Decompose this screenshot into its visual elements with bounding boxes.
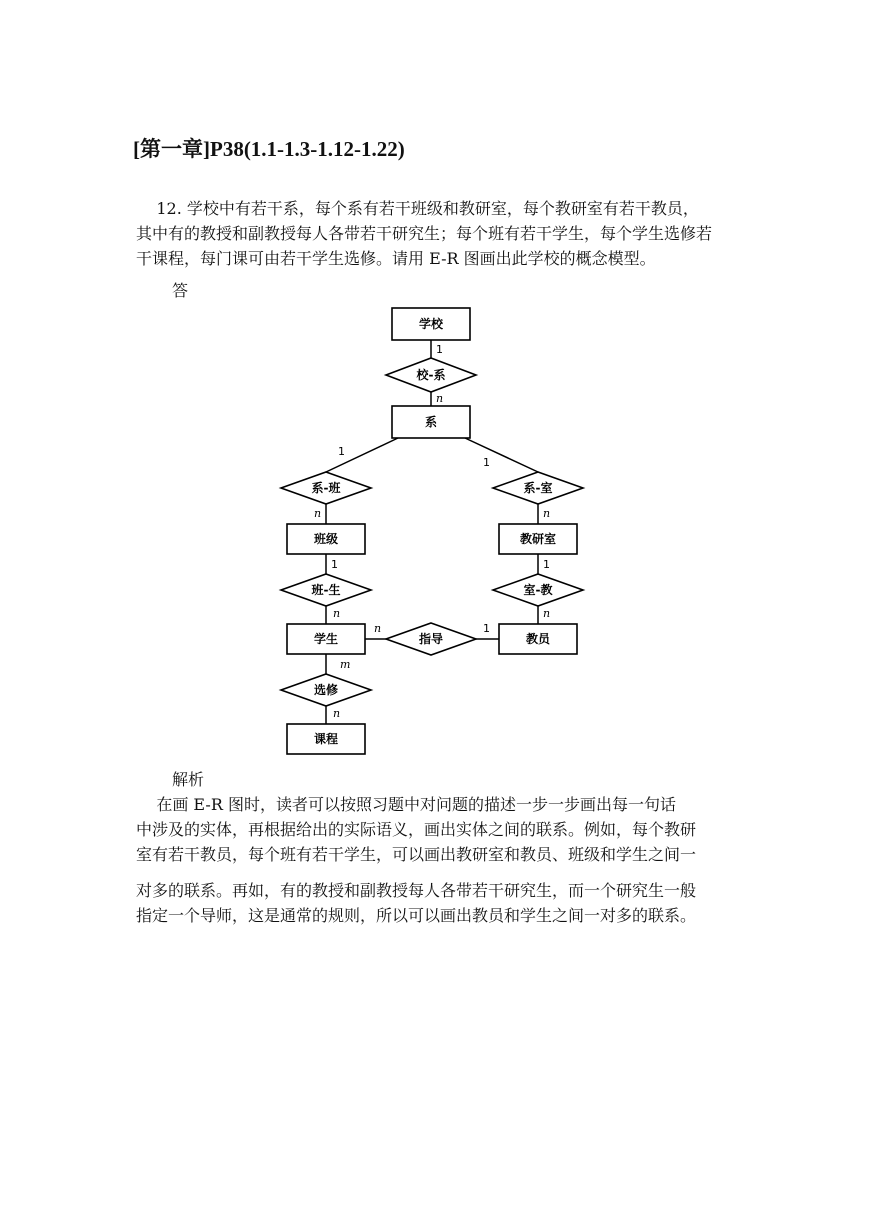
card-dept-class-1: 1 (338, 445, 345, 458)
er-diagram (270, 300, 600, 760)
card-teacher-advise-1: 1 (483, 622, 490, 635)
rel-dept-office-label: 系-室 (523, 481, 553, 495)
rel-advise-label: 指导 (418, 632, 444, 646)
edge-dept-deptclass (326, 438, 398, 472)
card-class-n: n (314, 507, 322, 520)
card-course-n: n (333, 707, 341, 720)
analysis-title: 解析 (172, 770, 205, 789)
question-line: 干课程，每门课可由若干学生选修。请用 E-R 图画出此学校的概念模型。 (136, 249, 656, 268)
card-school-1: 1 (436, 343, 443, 356)
question-paragraph (136, 196, 736, 271)
entity-teacher-label: 教员 (525, 632, 551, 646)
entity-office-label: 教研室 (519, 532, 557, 546)
analysis-line: 指定一个导师，这是通常的规则，所以可以画出教员和学生之间一对多的联系。 (136, 906, 697, 925)
question-line: 其中有的教授和副教授每人各带若干研究生；每个班有若干学生，每个学生选修若 (136, 224, 713, 243)
rel-school-dept-label: 校-系 (416, 368, 446, 382)
analysis-paragraph (136, 792, 756, 867)
entity-course-label: 课程 (313, 732, 339, 746)
entity-department-label: 系 (424, 415, 438, 429)
card-office-teacher-1: 1 (543, 558, 550, 571)
analysis-line: 中涉及的实体，再根据给出的实际语义，画出实体之间的联系。例如，每个教研 (136, 820, 697, 839)
rel-office-teacher-label: 室-教 (523, 583, 553, 597)
entity-school-label: 学校 (418, 317, 444, 331)
rel-elective-label: 选修 (313, 683, 339, 697)
card-student-n: n (333, 607, 341, 620)
card-dept-office-1: 1 (483, 456, 490, 469)
card-student-course-m: m (340, 658, 351, 671)
entity-student-label: 学生 (313, 632, 339, 646)
answer-label: 答 (172, 281, 189, 300)
question-line: 12. 学校中有若干系，每个系有若干班级和教研室，每个教研室有若干教员， (136, 199, 699, 218)
card-class-student-1: 1 (331, 558, 338, 571)
rel-class-student-label: 班-生 (311, 583, 341, 597)
rel-dept-class-label: 系-班 (311, 481, 341, 495)
card-office-n: n (543, 507, 551, 520)
card-dept-n: n (436, 392, 444, 405)
card-student-advise-n: n (374, 622, 382, 635)
analysis-paragraph-continued (136, 878, 756, 928)
card-teacher-n: n (543, 607, 551, 620)
entity-class-label: 班级 (313, 532, 339, 546)
analysis-line: 在画 E-R 图时，读者可以按照习题中对问题的描述一步一步画出每一句话 (136, 795, 676, 814)
analysis-line: 对多的联系。再如，有的教授和副教授每人各带若干研究生，而一个研究生一般 (136, 881, 697, 900)
chapter-heading: [第一章]P38(1.1-1.3-1.12-1.22) (133, 137, 405, 161)
edge-dept-deptoffice (465, 438, 538, 472)
analysis-line: 室有若干教员，每个班有若干学生，可以画出教研室和教员、班级和学生之间一 (136, 845, 697, 864)
